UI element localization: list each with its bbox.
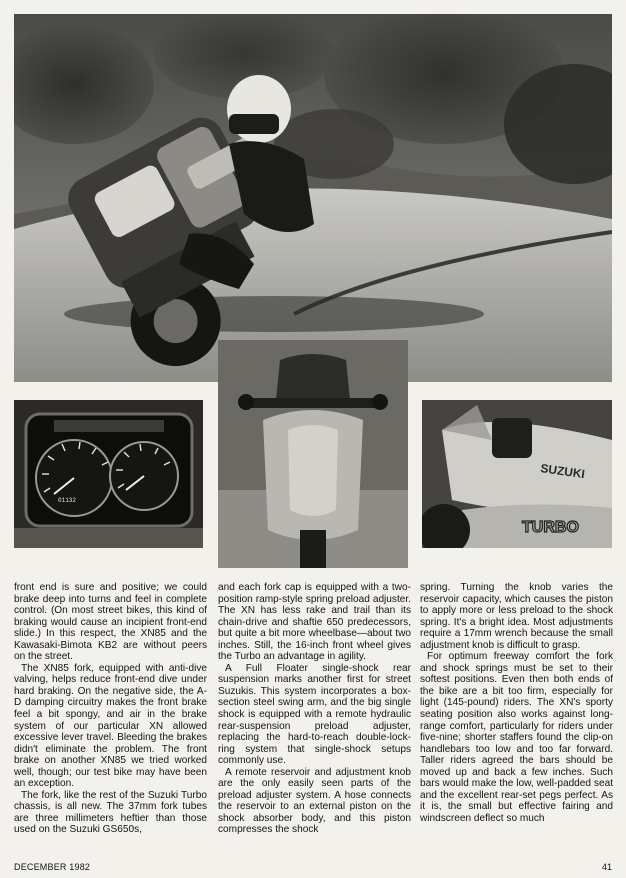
paragraph: spring. Turning the knob varies the reservoir capacity, which causes the piston to apply more or less preload to the shock spring. It's a bright idea. Most adjustments require a 17mm wrench because the small adjustment knob is difficult to grasp. <box>420 582 613 651</box>
brand-lettering: SUZUKI <box>539 461 586 482</box>
page-number: 41 <box>601 862 612 872</box>
paragraph: For optimum freeway comfort the fork and shock springs must be set to their softest positions. Even then both ends of the bike are a bit too firm, especially for light (145-pound) riders. The XN's sporty seating position also works against long-range comfort, particularly for riders under five-nine; shorter staffers found the clip-on handlebars too low and too far forward. Taller riders agreed the bars should be moved up and back a few inches. Such bars would make the low, well-padded seat and the excellent rear-set pegs perfect. As it is, the small but effective fairing and windscreen deflect so much <box>420 651 613 824</box>
paragraph: A remote reservoir and adjustment knob are the only easily seen parts of the preload adjuster system. A hose connects the reservoir to an external piston on the shock absorber body, and this piston compresses the shock <box>218 766 411 836</box>
paragraph: A Full Floater single-shock rear suspension marks another first for street Suzukis. This system incorporates a box-section steel swing arm, and the big single shock is equipped with a remote hydraulic rear-suspension preload adjuster, replacing the hard-to-reach double-lock-ring system that single-shock setups commonly use. <box>218 662 411 767</box>
motorcycle-cornering-photo <box>14 14 612 382</box>
odometer-readout: 01132 <box>58 497 77 504</box>
paragraph: and each fork cap is equipped with a two-position ramp-style spring preload adjuster. The XN has less rake and trail than its chain-drive and shaftie 650 predecessors, but quite a bit more wheelbase—about two inches. Still, the 16-inch front wheel gives the Turbo an advantage in agility. <box>218 582 411 663</box>
article-column-3 <box>420 582 613 858</box>
article-column-1 <box>14 582 207 858</box>
paragraph: The XN85 fork, equipped with anti-dive valving, helps reduce front-end dive under hard braking. On the negative side, the A-D damping circuitry makes the front brake feel a bit spongy, and air in the brake system of our particular XN allowed excessive lever travel. Bleeding the brakes didn't eliminate the problem. The front brake on another XN85 we tried worked well, though; our test bike may have been an exception. <box>14 662 207 790</box>
side-fairing-photo <box>422 400 612 548</box>
front-view-fairing-photo <box>218 340 408 568</box>
instrument-cluster-photo <box>14 400 203 548</box>
issue-date: DECEMBER 1982 <box>14 862 91 872</box>
paragraph: The fork, like the rest of the Suzuki Turbo chassis, is all new. The 37mm fork tubes are three millimeters heftier than those used on the Suzuki GS650s, <box>14 789 207 836</box>
model-lettering: TURBO <box>522 519 579 536</box>
article-column-2 <box>218 582 411 858</box>
paragraph: front end is sure and positive; we could brake deep into turns and feel in complete control. (On most street bikes, this kind of braking would cause an incipient front-end slide.) In this respect, the XN85 and the Kawasaki-Bimota KB2 are without peers on the street. <box>14 582 207 663</box>
